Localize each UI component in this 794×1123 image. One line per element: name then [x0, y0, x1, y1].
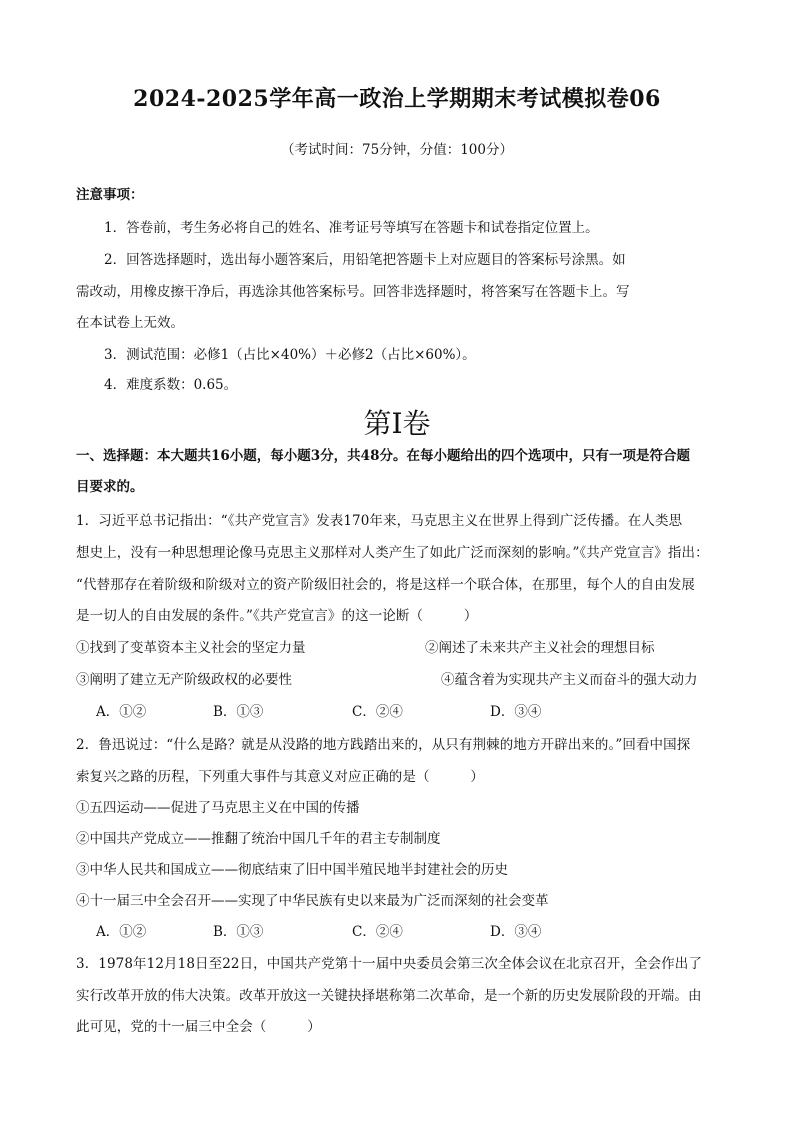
question-1-line-1: 1．习近平总书记指出：“《共产党宣言》发表170年来，马克思主义在世界上得到广泛传播。在人类思	[76, 513, 683, 529]
question-1-option-d[interactable]: D．③④	[490, 704, 542, 720]
notice-heading: 注意事项：	[76, 187, 144, 203]
question-1-line-2: 想史上，没有一种思想理论像马克思主义那样对人类产生了如此广泛而深刻的影响。”《共产党宣言》指出：	[76, 545, 709, 561]
question-1-option-a[interactable]: A．①②	[96, 704, 147, 720]
notice-item-2-line-1: 2．回答选择题时，选出每小题答案后，用铅笔把答题卡上对应题目的答案标号涂黑。如	[104, 252, 626, 268]
question-2-statement-2: ②中国共产党成立——推翻了统治中国几千年的君主专制制度	[76, 831, 441, 847]
question-1-option-b[interactable]: B．①③	[213, 704, 264, 720]
exam-duration-score: （考试时间：75分钟，分值：100分）	[281, 142, 513, 158]
question-1-statement-3: ③阐明了建立无产阶级政权的必要性	[76, 672, 292, 688]
question-2-option-c[interactable]: C．②④	[352, 924, 403, 940]
notice-item-2-line-3: 在本试卷上无效。	[76, 315, 184, 331]
page-title: 2024-2025学年高一政治上学期期末考试模拟卷06	[133, 86, 661, 112]
notice-item-4: 4．难度系数：0.65。	[104, 377, 238, 393]
question-2-statement-1: ①五四运动——促进了马克思主义在中国的传播	[76, 800, 360, 816]
question-2-line-1: 2．鲁迅说过：“什么是路？就是从没路的地方践踏出来的，从只有荆棘的地方开辟出来的。”回看中国探	[76, 737, 691, 753]
question-3-line-1: 3．1978年12月18日至22日，中国共产党第十一届中央委员会第三次全体会议在北京召开，全会作出了	[76, 956, 702, 972]
question-1-option-c[interactable]: C．②④	[352, 704, 403, 720]
section-title: 第Ⅰ卷	[363, 407, 431, 440]
question-3-line-2: 实行改革开放的伟大决策。改革开放这一关键抉择堪称第二次革命，是一个新的历史发展阶段的开端。由	[76, 988, 702, 1004]
question-1-line-3: “代替那存在着阶级和阶级对立的资产阶级旧社会的，将是这样一个联合体，在那里，每个人的自由发展	[76, 577, 695, 593]
question-3-line-3: 此可见，党的十一届三中全会（ ）	[76, 1019, 321, 1035]
question-2-line-2: 索复兴之路的历程，下列重大事件与其意义对应正确的是（ ）	[76, 769, 484, 785]
question-2-option-a[interactable]: A．①②	[96, 924, 147, 940]
question-1-line-4: 是一切人的自由发展的条件。”《共产党宣言》的这一论断（ ）	[76, 608, 478, 624]
question-2-option-d[interactable]: D．③④	[490, 924, 542, 940]
question-1-statement-4: ④蕴含着为实现共产主义而奋斗的强大动力	[441, 672, 698, 688]
notice-item-3: 3．测试范围：必修1（占比×40%）＋必修2（占比×60%）。	[104, 347, 476, 363]
question-2-option-b[interactable]: B．①③	[213, 924, 264, 940]
question-2-statement-4: ④十一届三中全会召开——实现了中华民族有史以来最为广泛而深刻的社会变革	[76, 893, 549, 909]
notice-item-2-line-2: 需改动，用橡皮擦干净后，再选涂其他答案标号。回答非选择题时，将答案写在答题卡上。写	[76, 284, 630, 300]
question-2-statement-3: ③中华人民共和国成立——彻底结束了旧中国半殖民地半封建社会的历史	[76, 862, 508, 878]
question-1-statement-1: ①找到了变革资本主义社会的坚定力量	[76, 640, 306, 656]
notice-item-1: 1．答卷前，考生务必将自己的姓名、准考证号等填写在答题卡和试卷指定位置上。	[104, 220, 599, 236]
section-instruction-line-1: 一、选择题：本大题共16小题，每小题3分，共48分。在每小题给出的四个选项中，只有一项是符合题	[76, 448, 690, 464]
question-1-statement-2: ②阐述了未来共产主义社会的理想目标	[425, 640, 655, 656]
section-instruction-line-2: 目要求的。	[76, 479, 144, 495]
